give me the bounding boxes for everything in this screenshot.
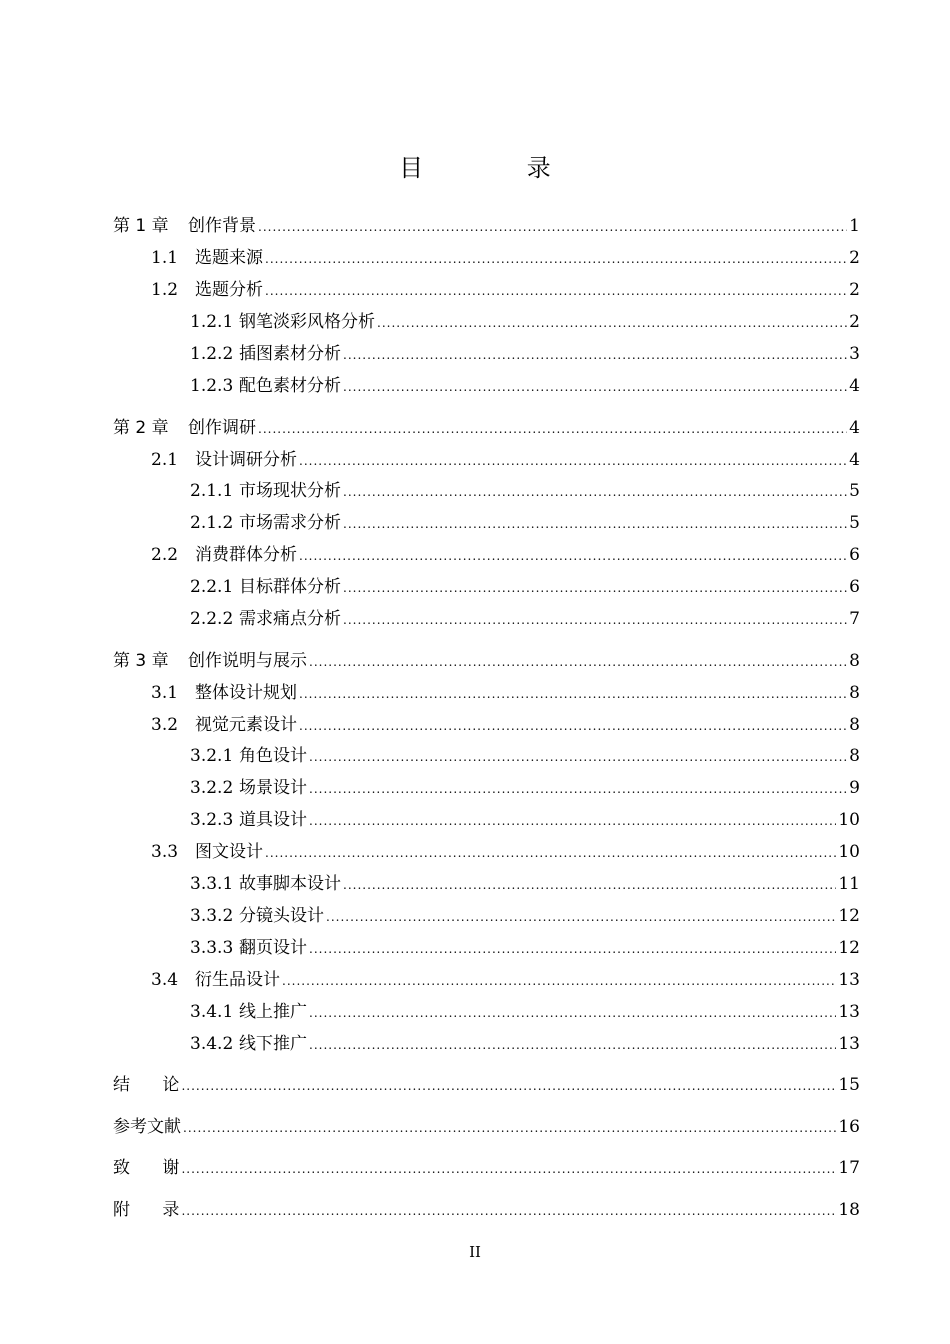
toc-entry-page: 5 [849,513,860,533]
toc-entry-page: 4 [849,376,860,396]
toc-entry[interactable] [190,1001,860,1024]
toc-entry-label: 创作说明与展示 [188,651,307,671]
toc-entry[interactable] [151,247,860,270]
toc-entry-page: 15 [838,1075,860,1095]
toc-entry[interactable] [190,873,860,896]
toc-entry-number: 1.2.1 [190,312,234,332]
toc-entry-label: 翻页设计 [239,938,307,958]
toc-entry-label: 附 录 [113,1200,180,1220]
toc-entry-page: 5 [849,481,860,501]
toc-entry[interactable] [113,1157,860,1180]
toc-entry[interactable] [113,417,860,440]
toc-entry[interactable] [190,311,860,334]
toc-entry-page: 10 [838,842,860,862]
toc-entry[interactable] [151,841,860,864]
toc-entry-number: 3.2.2 [190,778,234,798]
toc-entry[interactable] [190,512,860,535]
toc-entry-page: 12 [838,906,860,926]
toc-entry-page: 6 [849,545,860,565]
toc-leader-dots [181,1075,836,1097]
toc-entry-page: 10 [838,810,860,830]
toc-leader-dots [181,1158,836,1180]
toc-leader-dots [299,683,847,705]
toc-entry-number: 2.2.2 [190,609,234,629]
toc-entry-label: 参考文献 [113,1117,181,1137]
toc-entry-number: 3.3.3 [190,938,234,958]
toc-entry-page: 18 [838,1200,860,1220]
toc-leader-dots [309,778,847,800]
toc-entry-number: 2.2.1 [190,577,234,597]
toc-entry-label: 选题来源 [195,248,263,268]
toc-entry-page: 9 [849,778,860,798]
toc-entry-label: 场景设计 [239,778,307,798]
toc-leader-dots [343,577,847,599]
toc-entry[interactable] [113,215,860,238]
toc-entry-number: 3.3.1 [190,874,234,894]
toc-entry[interactable] [151,969,860,992]
toc-leader-dots [326,906,836,928]
toc-entry-number: 2.2 [151,545,179,565]
toc-entry[interactable] [190,1033,860,1056]
toc-entry-page: 12 [838,938,860,958]
toc-entry[interactable] [190,375,860,398]
toc-leader-dots [309,1034,836,1056]
toc-entry-page: 16 [838,1117,860,1137]
toc-entry-page: 2 [849,248,860,268]
toc-entry[interactable] [190,576,860,599]
toc-entry-label: 市场现状分析 [239,481,341,501]
toc-entry[interactable] [151,279,860,302]
toc-entry-label: 视觉元素设计 [195,715,297,735]
toc-entry[interactable] [190,905,860,928]
toc-entry-label: 创作调研 [188,418,256,438]
toc-entry-label: 目标群体分析 [239,577,341,597]
toc-entry[interactable] [151,682,860,705]
toc-entry[interactable] [190,608,860,631]
toc-leader-dots [343,513,847,535]
toc-entry[interactable] [190,809,860,832]
toc-entry-label: 整体设计规划 [195,683,297,703]
toc-entry-label: 结 论 [113,1075,180,1095]
toc-entry-label: 线上推广 [239,1002,307,1022]
toc-entry-page: 8 [849,715,860,735]
toc-entry-label: 道具设计 [239,810,307,830]
toc-entry-page: 7 [849,609,860,629]
toc-leader-dots [343,609,847,631]
toc-entry-label: 致 谢 [113,1158,180,1178]
toc-title: 目 录 [399,154,599,182]
toc-entry[interactable] [113,650,860,673]
toc-entry-label: 插图素材分析 [239,344,341,364]
toc-entry[interactable] [151,449,860,472]
toc-entry-page: 1 [849,216,860,236]
toc-entry[interactable] [151,714,860,737]
toc-entry-number: 3.4.1 [190,1002,234,1022]
toc-leader-dots [309,938,836,960]
toc-entry[interactable] [190,480,860,503]
toc-entry-number: 第 1 章 [113,216,169,236]
toc-entry[interactable] [190,745,860,768]
toc-entry-page: 11 [838,874,860,894]
toc-entry-label: 角色设计 [239,746,307,766]
toc-entry-label: 配色素材分析 [239,376,341,396]
toc-entry-label: 图文设计 [195,842,263,862]
toc-entry-page: 4 [849,418,860,438]
toc-entry-number: 第 3 章 [113,651,169,671]
toc-entry-page: 4 [849,450,860,470]
toc-entry-page: 13 [838,1002,860,1022]
toc-leader-dots [299,545,847,567]
toc-leader-dots [258,418,847,440]
toc-entry-label: 选题分析 [195,280,263,300]
toc-leader-dots [265,842,836,864]
toc-entry-number: 3.2.3 [190,810,234,830]
toc-entry[interactable] [190,937,860,960]
toc-entry-number: 2.1.1 [190,481,234,501]
toc-entry-number: 2.1 [151,450,179,470]
toc-entry-number: 3.4 [151,970,179,990]
toc-entry-number: 1.2.2 [190,344,234,364]
page-number: II [469,1243,481,1261]
toc-entry-page: 2 [849,312,860,332]
toc-entry-number: 3.3.2 [190,906,234,926]
toc-leader-dots [343,376,847,398]
toc-leader-dots [299,715,847,737]
toc-entry-number: 1.2.3 [190,376,234,396]
toc-entry-page: 13 [838,970,860,990]
toc-entry-page: 8 [849,746,860,766]
toc-leader-dots [343,481,847,503]
toc-leader-dots [343,874,836,896]
toc-entry-label: 设计调研分析 [195,450,297,470]
toc-entry-page: 2 [849,280,860,300]
toc-entry-number: 3.4.2 [190,1034,234,1054]
toc-entry-number: 1.1 [151,248,179,268]
toc-entry-number: 第 2 章 [113,418,169,438]
toc-leader-dots [309,1002,836,1024]
toc-entry-number: 3.3 [151,842,179,862]
toc-entry-page: 17 [838,1158,860,1178]
toc-leader-dots [282,970,836,992]
toc-leader-dots [299,450,847,472]
toc-entry-page: 6 [849,577,860,597]
toc-entry[interactable] [151,544,860,567]
toc-entry-label: 衍生品设计 [195,970,280,990]
toc-leader-dots [258,216,847,238]
toc-leader-dots [309,651,847,673]
toc-leader-dots [183,1117,836,1139]
toc-leader-dots [343,344,847,366]
toc-entry-label: 需求痛点分析 [239,609,341,629]
toc-entry-number: 3.1 [151,683,179,703]
toc-leader-dots [265,280,847,302]
toc-entry-page: 8 [849,651,860,671]
toc-entry-number: 1.2 [151,280,179,300]
toc-entry-label: 市场需求分析 [239,513,341,533]
toc-leader-dots [309,810,836,832]
toc-entry-label: 创作背景 [188,216,256,236]
toc-entry[interactable] [190,343,860,366]
toc-entry[interactable] [190,777,860,800]
toc-entry-label: 分镜头设计 [239,906,324,926]
toc-entry[interactable] [113,1074,860,1097]
toc-leader-dots [181,1200,836,1222]
toc-entry-number: 2.1.2 [190,513,234,533]
toc-entry[interactable] [113,1116,860,1139]
toc-leader-dots [309,746,847,768]
toc-entry-number: 3.2.1 [190,746,234,766]
toc-entry-page: 3 [849,344,860,364]
toc-leader-dots [377,312,847,334]
toc-entry-label: 钢笔淡彩风格分析 [239,312,375,332]
toc-entry-label: 故事脚本设计 [239,874,341,894]
toc-entry[interactable] [113,1199,860,1222]
toc-entry-label: 消费群体分析 [195,545,297,565]
toc-entry-number: 3.2 [151,715,179,735]
toc-entry-page: 13 [838,1034,860,1054]
toc-leader-dots [265,248,847,270]
toc-entry-page: 8 [849,683,860,703]
toc-entry-label: 线下推广 [239,1034,307,1054]
